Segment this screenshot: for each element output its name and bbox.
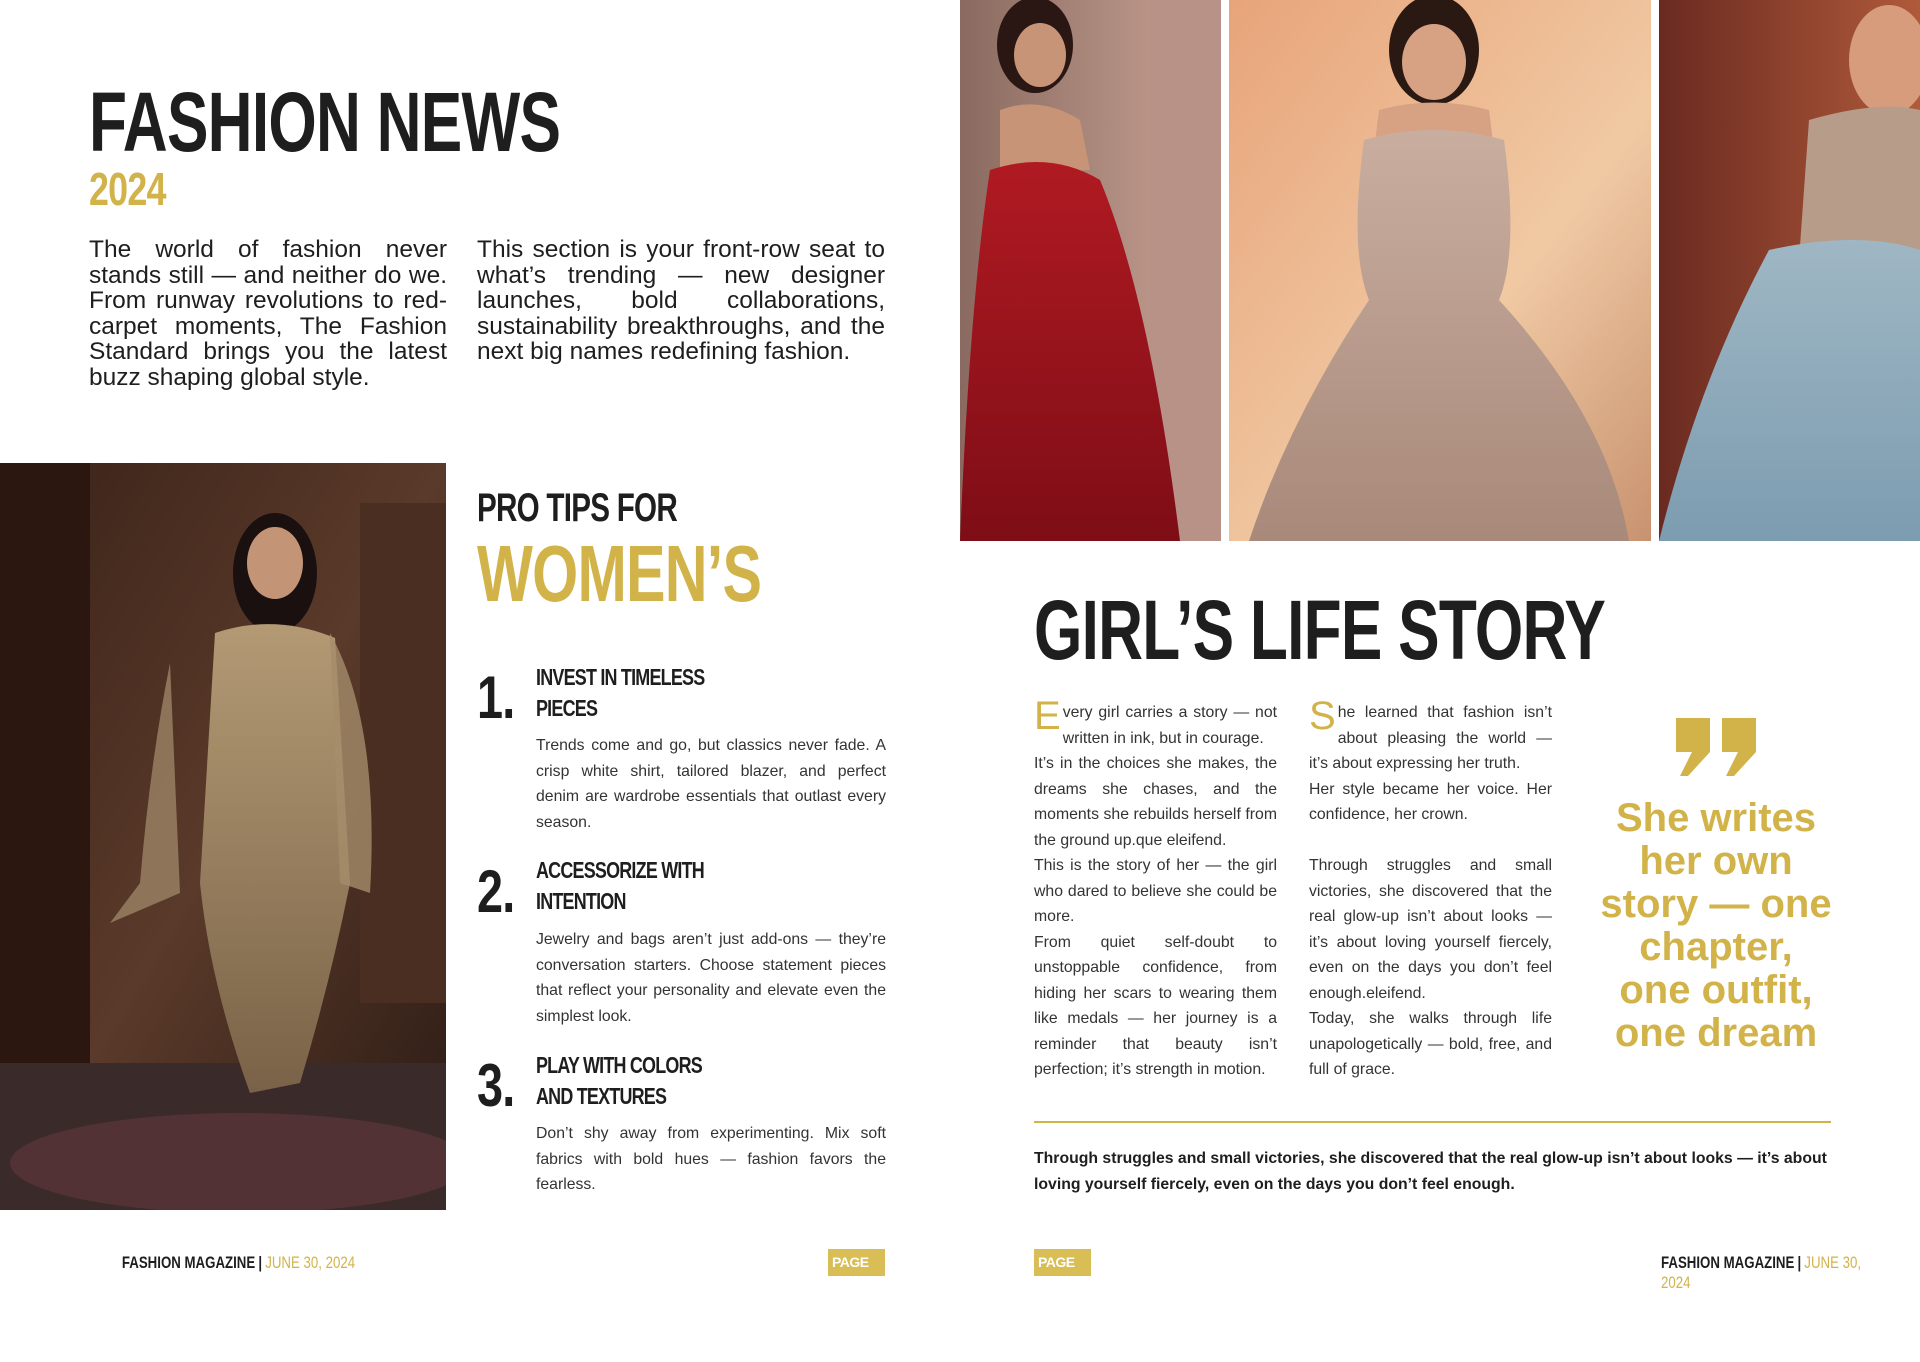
blue-gown-photo	[1659, 0, 1920, 541]
footer-left	[122, 1253, 355, 1273]
tip-title-line: AND TEXTURES	[536, 1083, 667, 1109]
tips-heading: PRO TIPS FOR	[477, 486, 677, 530]
story-paragraph: Her style became her voice. Her confidence, her crown.	[1309, 780, 1552, 823]
tip-body: Trends come and go, but classics never fade. A crisp white shirt, tailored blazer, and perfect denim are wardrobe essentials that outlast every season.	[536, 737, 886, 831]
drop-cap: E	[1034, 694, 1061, 738]
drop-cap: S	[1309, 694, 1336, 738]
title-year: 2024	[89, 163, 166, 215]
story-paragraph: very girl carries a story — not written in ink, but in courage.	[1062, 704, 1277, 747]
page-number-badge: PAGE 04	[828, 1249, 885, 1276]
pull-quote: She writes her own story — one chapter, one outfit, one dream	[1600, 796, 1832, 1055]
footer-magazine-name: FASHION MAGAZINE	[1661, 1253, 1795, 1272]
footer-separator: |	[258, 1253, 263, 1272]
tip-title-line: PIECES	[536, 695, 598, 721]
story-column-right	[1309, 694, 1552, 1083]
tip-title	[536, 1050, 702, 1112]
story-column-left	[1034, 694, 1277, 1083]
silver-gown-photo	[1229, 0, 1651, 541]
story-paragraph: Through struggles and small victories, she discovered that the real glow-up isn’t about looks — it’s about loving yourself fiercely, even on the days you don’t feel enough.eleifend.	[1309, 857, 1552, 1002]
tip-body: Don’t shy away from experimenting. Mix soft fabrics with bold hues — fashion favors the fearless.	[536, 1125, 886, 1193]
story-paragraph: From quiet self-doubt to unstoppable confidence, from hiding her scars to wearing them like medals — her journey is a reminder that beauty isn’t perfection; it’s strength in motion.	[1034, 933, 1277, 1078]
story-paragraph: he learned that fashion isn’t about pleasing the world — it’s about expressing her truth.	[1309, 704, 1552, 772]
tip-body: Jewelry and bags aren’t just add-ons — they’re conversation starters. Choose statement pieces that reflect your personality and elevate even the simplest look.	[536, 931, 886, 1025]
woman-in-embroidered-outfit-photo	[0, 463, 446, 1210]
page-number-badge: PAGE 05	[1034, 1249, 1091, 1276]
tips-heading-accent: WOMEN’S	[477, 529, 762, 618]
footer-date: JUNE 30, 2024	[265, 1253, 356, 1272]
tip-number: 2.	[477, 858, 515, 925]
quote-mark-icon	[1674, 718, 1758, 776]
tip-title-line: PLAY WITH COLORS	[536, 1052, 702, 1078]
footer-date: JUNE 30, 2024	[1661, 1253, 1862, 1292]
highlight-quote: Through struggles and small victories, she discovered that the real glow-up isn’t about looks — it’s about loving yourself fiercely, even on the days you don’t feel enough.	[1034, 1150, 1827, 1193]
tip-title-line: INTENTION	[536, 888, 626, 914]
tip-title	[536, 662, 704, 724]
footer-right	[1661, 1253, 1888, 1293]
story-paragraph: Today, she walks through life unapologetically — bold, free, and full of grace.	[1309, 1010, 1552, 1078]
story-title: GIRL’S LIFE STORY	[1034, 583, 1606, 677]
page-title: FASHION NEWS	[89, 75, 561, 169]
intro-paragraph-right: This section is your front-row seat to what’s trending — new designer launches, bold collaborations, sustainability breakthroughs, and the next big names redefining fashion.	[477, 236, 885, 365]
tip-title	[536, 855, 704, 917]
story-paragraph: It’s in the choices she makes, the dreams she chases, and the moments she rebuilds herself from the ground up.que eleifend.	[1034, 755, 1277, 849]
footer-magazine-name: FASHION MAGAZINE	[121, 1253, 256, 1272]
tip-number: 3.	[477, 1052, 515, 1119]
red-gown-photo	[960, 0, 1221, 541]
tip-number: 1.	[477, 664, 515, 731]
intro-paragraph-left: The world of fashion never stands still — and neither do we. From runway revolutions to red-carpet moments, The Fashion Standard brings you the latest buzz shaping global style.	[89, 236, 447, 391]
divider-line	[1034, 1121, 1831, 1123]
tip-title-line: ACCESSORIZE WITH	[536, 857, 704, 883]
tip-title-line: INVEST IN TIMELESS	[536, 664, 705, 690]
footer-separator: |	[1797, 1253, 1802, 1272]
story-paragraph: This is the story of her — the girl who dared to believe she could be more.	[1034, 857, 1277, 925]
paragraph-gap	[1309, 828, 1552, 854]
